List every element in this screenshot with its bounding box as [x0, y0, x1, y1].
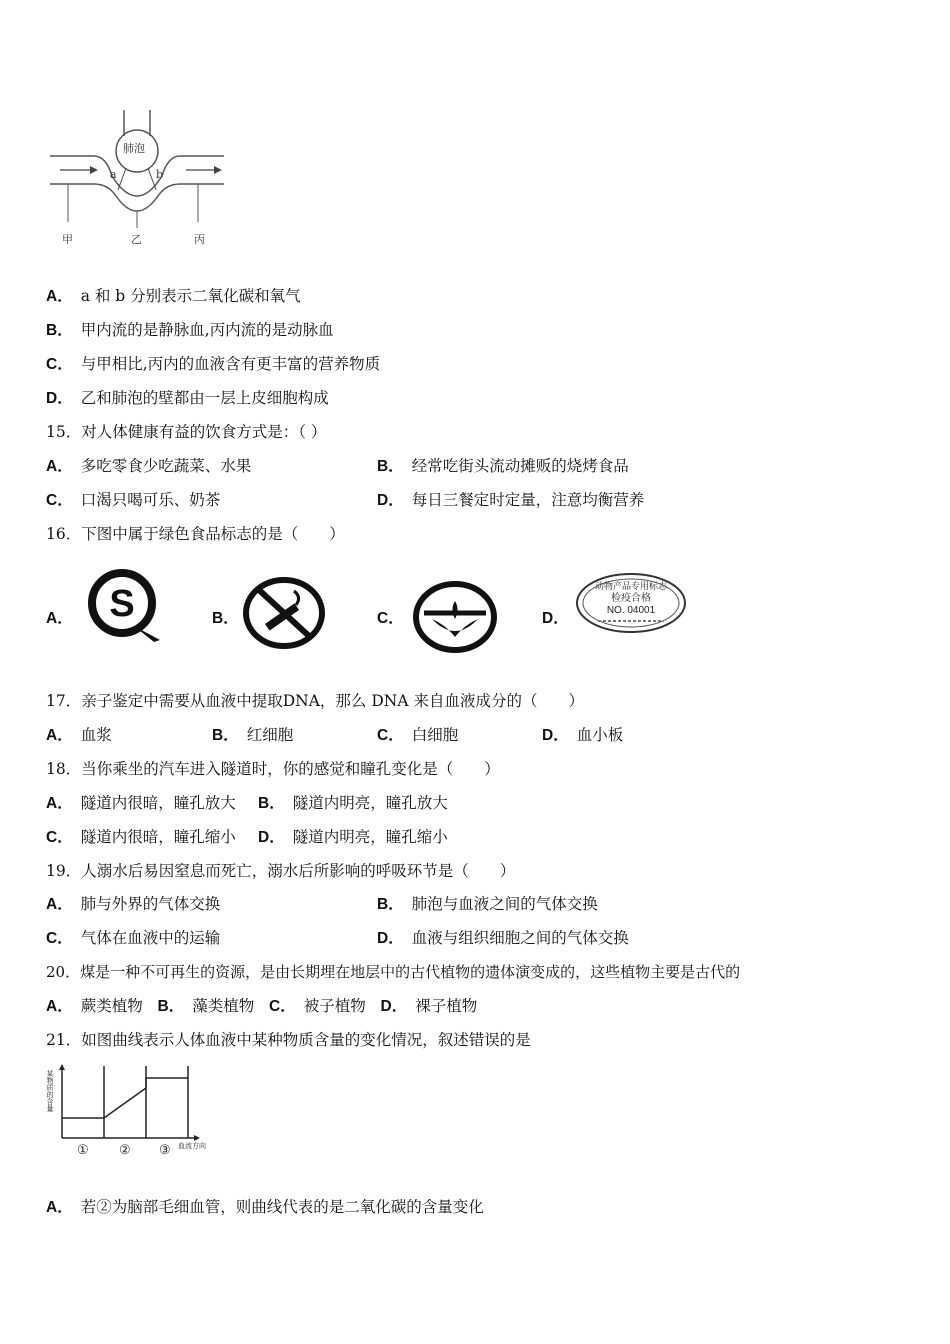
- label-jia: 甲: [62, 233, 73, 246]
- q20-stem: 20．煤是一种不可再生的资源，是由长期埋在地层中的古代植物的遗体演变成的，这些植物主要是古代的: [46, 963, 741, 981]
- q15-option-c: C． 口渴只喝可乐、奶茶: [46, 491, 221, 509]
- q19-option-c: C． 气体在血液中的运输: [46, 929, 221, 947]
- alveolus-capillary-figure: [46, 106, 231, 251]
- q17-option-c: C． 白细胞: [377, 726, 459, 744]
- q18-option-d: D． 隧道内明亮，瞳孔缩小: [258, 828, 448, 846]
- qs-logo-letter: S: [109, 583, 135, 625]
- q17-option-b: B． 红细胞: [212, 726, 294, 744]
- q14-option-d: D． 乙和肺泡的壁都由一层上皮细胞构成: [46, 389, 329, 407]
- green-food-logo-icon: [412, 581, 498, 653]
- q15-option-a: A． 多吃零食少吃蔬菜、水果: [46, 457, 252, 475]
- stamp-line2: 检疫合格: [611, 593, 651, 604]
- q18-option-b: B． 隧道内明亮，瞳孔放大: [258, 794, 448, 812]
- chart-xlabel: 血流方向: [178, 1142, 206, 1150]
- q18-stem: 18．当你乘坐的汽车进入隧道时，你的感觉和瞳孔变化是（ ）: [46, 760, 500, 778]
- chart-tick-1: ①: [77, 1143, 89, 1158]
- q15-option-b: B． 经常吃街头流动摊贩的烧烤食品: [377, 457, 629, 475]
- chart-tick-3: ③: [159, 1143, 171, 1158]
- q17-option-d: D． 血小板: [542, 726, 624, 744]
- q14-option-a: A． a 和 b 分别表示二氧化碳和氧气: [46, 287, 301, 305]
- label-a: a: [110, 168, 117, 181]
- q14-option-b: B． 甲内流的是静脉血,丙内流的是动脉血: [46, 321, 334, 339]
- q16-option-a-label: A．: [46, 610, 73, 627]
- q16-option-b-label: B．: [212, 610, 239, 627]
- q19-option-a: A． 肺与外界的气体交换: [46, 895, 221, 913]
- stamp-line3: NO. 04001: [606, 605, 656, 616]
- q14-option-c: C． 与甲相比,丙内的血液含有更丰富的营养物质: [46, 355, 381, 373]
- q20-option-b: B． 藻类植物: [157, 997, 255, 1015]
- q20-option-a: A． 蕨类植物: [46, 997, 143, 1015]
- q16-option-d-label: D．: [542, 610, 569, 627]
- q20-option-d: D． 裸子植物: [380, 997, 478, 1015]
- chart-ylabel: 某物质的含量: [46, 1070, 54, 1112]
- alveolus-label: 肺泡: [123, 142, 145, 155]
- chart-tick-2: ②: [119, 1143, 131, 1158]
- q21-option-a: A． 若②为脑部毛细血管，则曲线代表的是二氧化碳的含量变化: [46, 1198, 484, 1216]
- q15-option-d: D． 每日三餐定时定量，注意均衡营养: [377, 491, 645, 509]
- stamp-line1: 动物产品专用标志: [594, 582, 668, 592]
- q19-stem: 19．人溺水后易因窒息而死亡，溺水后所影响的呼吸环节是（ ）: [46, 862, 516, 880]
- q18-option-c: C． 隧道内很暗，瞳孔缩小: [46, 828, 236, 846]
- q16-stem: 16．下图中属于绿色食品标志的是（ ）: [46, 525, 345, 543]
- label-yi: 乙: [131, 233, 142, 246]
- q18-option-a: A． 隧道内很暗，瞳孔放大: [46, 794, 236, 812]
- q17-option-a: A． 血浆: [46, 726, 112, 744]
- chart-series-line: [62, 1078, 188, 1118]
- no-smoking-icon: [242, 577, 326, 649]
- q20-option-c: C． 被子植物: [269, 997, 366, 1015]
- q16-option-c-label: C．: [377, 610, 404, 627]
- q19-option-d: D． 血液与组织细胞之间的气体交换: [377, 929, 629, 947]
- q15-stem: 15．对人体健康有益的饮食方式是：（ ）: [46, 423, 327, 441]
- qs-logo-icon: [82, 568, 164, 644]
- quarantine-stamp-icon: [574, 571, 688, 635]
- q21-stem: 21．如图曲线表示人体血液中某种物质含量的变化情况，叙述错误的是: [46, 1031, 531, 1049]
- label-bing: 丙: [194, 233, 205, 246]
- q15-row1: [46, 455, 251, 478]
- q20-options: [46, 995, 477, 1018]
- label-b: b: [156, 168, 164, 181]
- q19-option-b: B． 肺泡与血液之间的气体交换: [377, 895, 598, 913]
- substance-content-chart: [46, 1062, 226, 1162]
- q17-stem: 17．亲子鉴定中需要从血液中提取DNA，那么 DNA 来自血液成分的（ ）: [46, 692, 584, 710]
